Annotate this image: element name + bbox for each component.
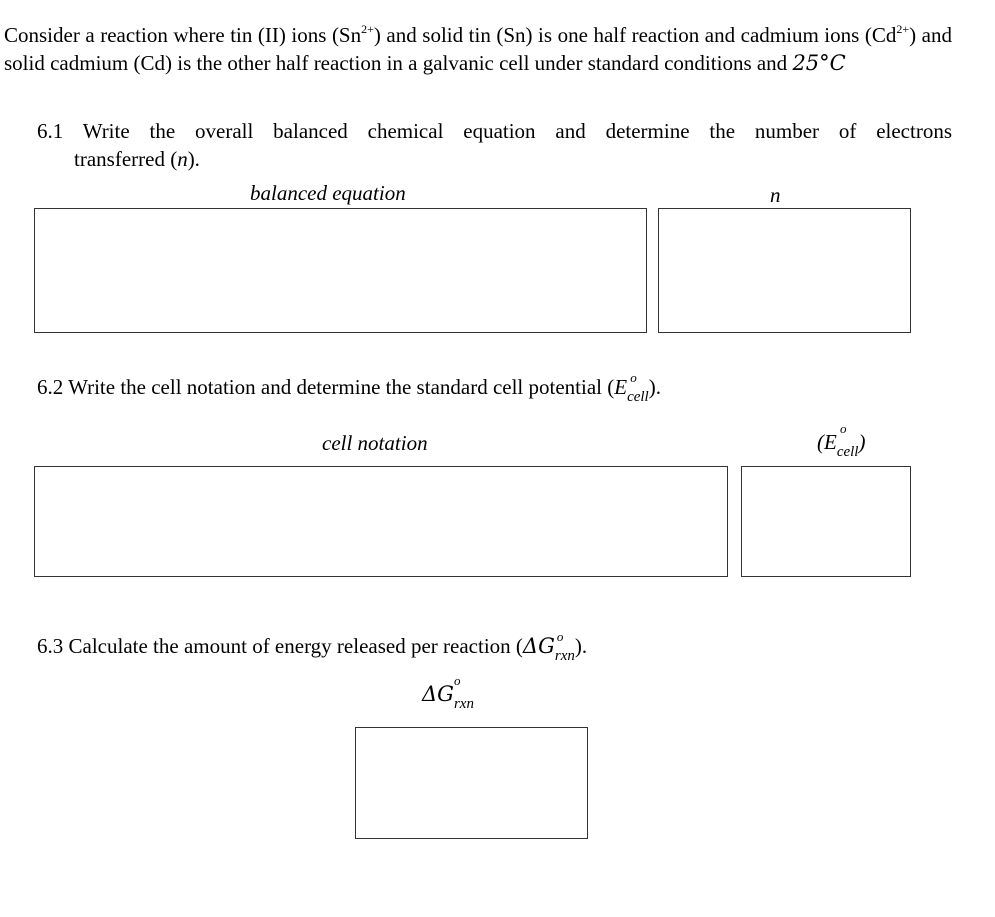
label-e-cell-main: E	[824, 430, 837, 454]
intro-text-2: ) and solid tin (Sn) is one half reaction and cadmium ions (Cd	[373, 23, 897, 47]
label-delta-g	[422, 673, 474, 712]
question-6-2-end: ).	[648, 375, 661, 399]
label-e-cell-close: )	[858, 430, 866, 454]
intro-paragraph	[4, 22, 952, 77]
question-6-2	[37, 370, 661, 405]
label-e-cell-sub: cell	[836, 444, 859, 460]
question-6-1-line-2	[37, 145, 952, 173]
delta-g-main: ΔG	[522, 634, 555, 658]
question-6-1	[37, 117, 952, 173]
question-6-2-text: 6.2 Write the cell notation and determine the standard cell potential (	[37, 375, 615, 399]
delta-g-sup: o	[556, 629, 564, 644]
question-6-3-end: ).	[574, 634, 588, 658]
question-6-3	[37, 629, 588, 664]
question-6-3-text: 6.3 Calculate the amount of energy released per reaction (	[37, 634, 523, 658]
label-delta-g-sup: o	[454, 673, 461, 688]
e-cell-box[interactable]	[741, 466, 911, 577]
label-e-cell	[817, 421, 866, 460]
q61-line2-var: n	[177, 147, 188, 171]
intro-text-3: ) and solid cadmium (Cd) is the other half reaction in a galvanic cell under standard conditions and	[4, 23, 952, 75]
delta-g-symbol	[522, 629, 575, 664]
intro-text-1: Consider a reaction where tin (II) ions (Sn	[4, 23, 362, 47]
intro-temperature: 25°C	[792, 50, 846, 75]
intro-sup-1: 2+	[361, 22, 374, 36]
e-cell-symbol	[614, 370, 649, 405]
e-cell-main: E	[614, 375, 628, 399]
label-cell-notation: cell notation	[322, 431, 428, 455]
label-balanced-equation: balanced equation	[250, 181, 406, 205]
electrons-n-box[interactable]	[658, 208, 911, 333]
label-delta-g-main: ΔG	[422, 682, 454, 706]
balanced-equation-box[interactable]	[34, 208, 647, 333]
q61-line2-pre: transferred (	[74, 147, 178, 171]
label-e-cell-open: (	[817, 430, 824, 454]
label-delta-g-sub: rxn	[453, 696, 474, 712]
label-e-cell-sup: o	[840, 421, 847, 436]
label-n: n	[770, 183, 781, 207]
question-6-1-line-1: 6.1 Write the overall balanced chemical equation and determine the number of electrons	[37, 119, 952, 143]
q61-line2-post: ).	[187, 147, 200, 171]
e-cell-sup: o	[630, 370, 637, 385]
intro-sup-2: 2+	[896, 22, 910, 36]
e-cell-sub: cell	[627, 389, 649, 405]
label-delta-g-symbol	[422, 673, 474, 712]
label-e-cell-symbol	[824, 421, 859, 460]
cell-notation-box[interactable]	[34, 466, 728, 577]
delta-g-box[interactable]	[355, 727, 588, 839]
delta-g-sub: rxn	[554, 648, 575, 664]
